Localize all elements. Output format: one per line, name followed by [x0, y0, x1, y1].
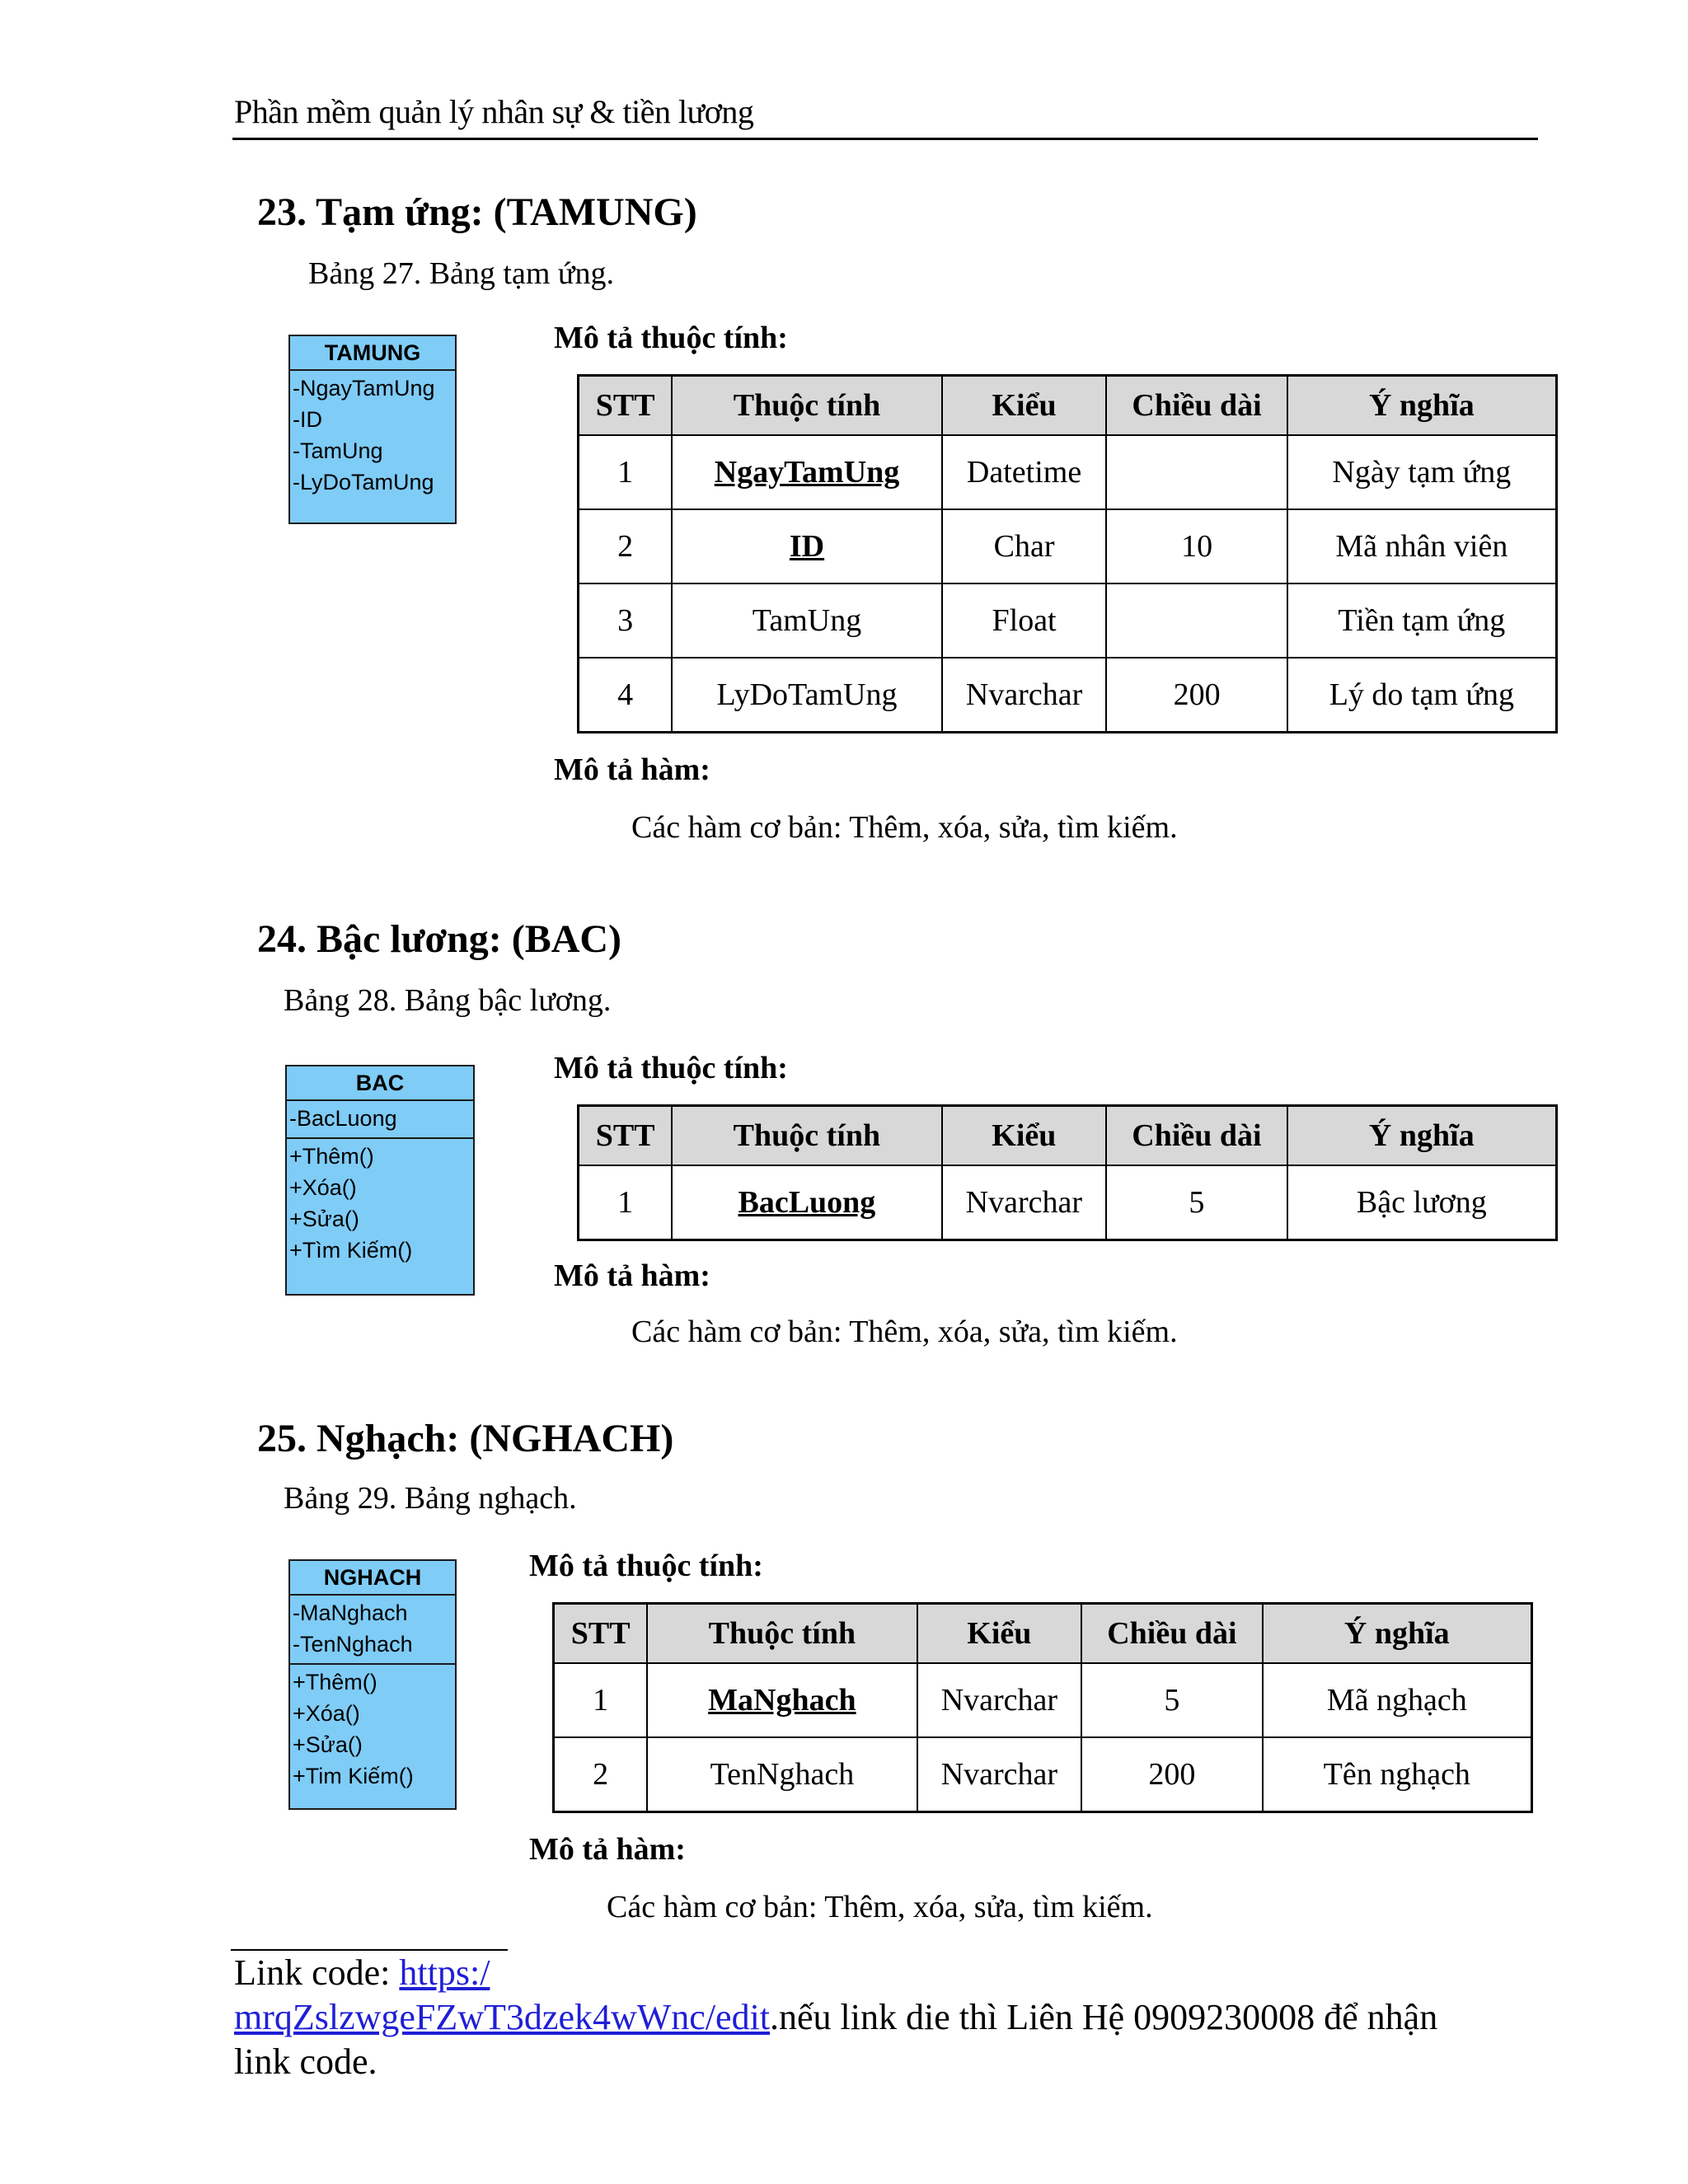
uml-class-name: TAMUNG [290, 336, 455, 371]
cell-attribute-key: ID [672, 509, 941, 583]
cell-length: 10 [1106, 509, 1287, 583]
cell-meaning: Ngày tạm ứng [1287, 435, 1557, 509]
cell-attribute-key: BacLuong [672, 1165, 941, 1240]
uml-method: +Xóa() [289, 1175, 357, 1200]
cell-attribute: TenNghach [647, 1737, 917, 1812]
uml-method: +Xóa() [293, 1701, 360, 1726]
func-desc-text: Các hàm cơ bản: Thêm, xóa, sửa, tìm kiếm. [631, 1315, 1178, 1349]
cell-stt: 3 [579, 583, 673, 658]
col-header-type: Kiểu [942, 1106, 1107, 1166]
footer-line-1 [234, 1951, 1553, 1995]
cell-attribute-key: MaNghach [647, 1663, 917, 1737]
cell-length [1106, 435, 1287, 509]
cell-stt: 1 [554, 1663, 648, 1737]
col-header-stt: STT [554, 1604, 648, 1664]
col-header-length: Chiều dài [1106, 1106, 1287, 1166]
table-row [554, 1737, 1532, 1812]
cell-stt: 2 [554, 1737, 648, 1812]
footer-line-3: link code. [234, 2041, 377, 2082]
col-header-attribute: Thuộc tính [672, 376, 941, 436]
page-header: Phần mềm quản lý nhân sự & tiền lương [234, 93, 754, 130]
cell-stt: 4 [579, 658, 673, 733]
func-desc-text: Các hàm cơ bản: Thêm, xóa, sửa, tìm kiếm. [631, 810, 1178, 845]
func-desc-text: Các hàm cơ bản: Thêm, xóa, sửa, tìm kiếm. [607, 1890, 1153, 1924]
uml-attribute: -TenNghach [293, 1632, 413, 1657]
col-header-type: Kiểu [917, 1604, 1082, 1664]
attr-desc-label: Mô tả thuộc tính: [554, 1051, 788, 1085]
cell-type: Nvarchar [942, 1165, 1107, 1240]
section-title: 25. Nghạch: (NGHACH) [257, 1417, 674, 1460]
col-header-length: Chiều dài [1081, 1604, 1262, 1664]
cell-stt: 1 [579, 435, 673, 509]
table-row [579, 658, 1557, 733]
uml-method: +Sửa() [293, 1732, 363, 1757]
attr-desc-label: Mô tả thuộc tính: [554, 321, 788, 355]
cell-type: Nvarchar [917, 1663, 1082, 1737]
table-row [579, 583, 1557, 658]
cell-meaning: Mã nhân viên [1287, 509, 1557, 583]
uml-attribute: -ID [293, 407, 322, 432]
table-header-row [554, 1604, 1532, 1664]
uml-methods [290, 1665, 455, 1795]
cell-meaning: Tiền tạm ứng [1287, 583, 1557, 658]
uml-attribute: -BacLuong [289, 1106, 397, 1131]
cell-type: Datetime [942, 435, 1107, 509]
table-caption: Bảng 28. Bảng bậc lương. [284, 983, 612, 1018]
col-header-meaning: Ý nghĩa [1287, 1106, 1557, 1166]
uml-attribute: -MaNghach [293, 1601, 408, 1625]
func-desc-label: Mô tả hàm: [554, 752, 710, 787]
cell-length: 5 [1081, 1663, 1262, 1737]
col-header-stt: STT [579, 1106, 673, 1166]
table-header-row [579, 376, 1557, 436]
attribute-table [577, 1104, 1558, 1241]
col-header-length: Chiều dài [1106, 376, 1287, 436]
cell-attribute: LyDoTamUng [672, 658, 941, 733]
cell-meaning: Mã nghạch [1263, 1663, 1532, 1737]
cell-meaning: Lý do tạm ứng [1287, 658, 1557, 733]
attr-desc-label: Mô tả thuộc tính: [529, 1549, 763, 1583]
section-title: 23. Tạm ứng: (TAMUNG) [257, 190, 697, 234]
col-header-stt: STT [579, 376, 673, 436]
cell-type: Float [942, 583, 1107, 658]
cell-length: 5 [1106, 1165, 1287, 1240]
col-header-attribute: Thuộc tính [672, 1106, 941, 1166]
uml-method: +Thêm() [289, 1144, 374, 1169]
table-header-row [579, 1106, 1557, 1166]
cell-meaning: Bậc lương [1287, 1165, 1557, 1240]
cell-attribute: TamUng [672, 583, 941, 658]
cell-length: 200 [1081, 1737, 1262, 1812]
uml-methods [287, 1139, 473, 1269]
uml-attributes [290, 371, 455, 501]
table-row [579, 509, 1557, 583]
uml-attributes [290, 1596, 455, 1665]
section-title: 24. Bậc lương: (BAC) [257, 917, 622, 961]
uml-class-nghach [288, 1559, 457, 1810]
uml-attributes [287, 1101, 473, 1139]
uml-attribute: -TamUng [293, 438, 383, 463]
uml-attribute: -NgayTamUng [293, 376, 435, 401]
uml-class-name: BAC [287, 1066, 473, 1101]
uml-class-name: NGHACH [290, 1561, 455, 1596]
cell-stt: 2 [579, 509, 673, 583]
uml-attribute: -LyDoTamUng [293, 470, 434, 494]
col-header-meaning: Ý nghĩa [1287, 376, 1557, 436]
cell-type: Nvarchar [942, 658, 1107, 733]
uml-method: +Thêm() [293, 1670, 377, 1694]
table-caption: Bảng 29. Bảng nghạch. [284, 1481, 577, 1516]
footer-prefix: Link code: [234, 1952, 400, 1993]
header-divider [232, 138, 1538, 140]
code-link-start[interactable]: https:/ [399, 1952, 490, 1993]
uml-method: +Tim Kiếm() [293, 1764, 414, 1788]
table-caption: Bảng 27. Bảng tạm ứng. [308, 256, 615, 291]
cell-stt: 1 [579, 1165, 673, 1240]
cell-length [1106, 583, 1287, 658]
uml-class-tamung [288, 335, 457, 524]
uml-method: +Sửa() [289, 1207, 359, 1231]
code-link-end[interactable]: mrqZslzwgeFZwT3dzek4wWnc/edit [234, 1997, 771, 2037]
cell-meaning: Tên nghạch [1263, 1737, 1532, 1812]
col-header-type: Kiểu [942, 376, 1107, 436]
footer-link-note [234, 1951, 1553, 2084]
cell-attribute-key: NgayTamUng [672, 435, 941, 509]
cell-type: Nvarchar [917, 1737, 1082, 1812]
attribute-table [552, 1602, 1533, 1813]
col-header-attribute: Thuộc tính [647, 1604, 917, 1664]
table-row [579, 435, 1557, 509]
footer-line-2 [234, 1995, 1553, 2040]
table-row [579, 1165, 1557, 1240]
cell-length: 200 [1106, 658, 1287, 733]
func-desc-label: Mô tả hàm: [554, 1258, 710, 1293]
attribute-table [577, 374, 1558, 733]
cell-type: Char [942, 509, 1107, 583]
func-desc-label: Mô tả hàm: [529, 1832, 686, 1867]
footer-contact-text: .nếu link die thì Liên Hệ 0909230008 để nhận [770, 1997, 1438, 2037]
uml-class-bac [285, 1065, 475, 1296]
col-header-meaning: Ý nghĩa [1263, 1604, 1532, 1664]
table-row [554, 1663, 1532, 1737]
uml-method: +Tìm Kiếm() [289, 1238, 413, 1263]
